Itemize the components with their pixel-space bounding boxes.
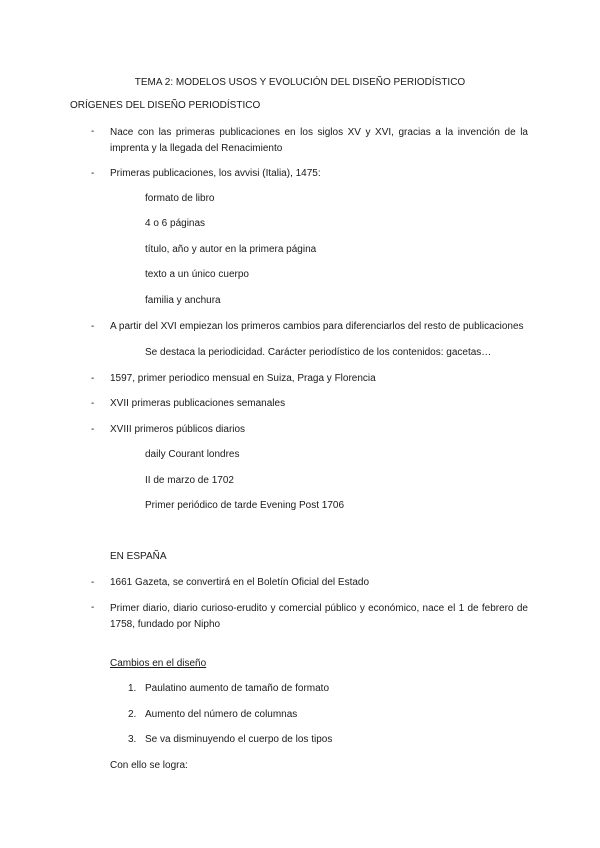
xvi-note: Se destaca la periodicidad. Carácter periodístico de los contenidos: gacetas… bbox=[145, 347, 492, 358]
avvisi-feature: texto a un único cuerpo bbox=[145, 269, 249, 280]
bullet-marker: - bbox=[91, 424, 95, 435]
change-text: Paulatino aumento de tamaño de formato bbox=[145, 683, 330, 694]
diarios-detail: Primer periódico de tarde Evening Post 1706 bbox=[145, 500, 345, 511]
spain-bullet-text: Primer diario, diario curioso-erudito y comercial público y económico, nace el 1 de febrero de 1758, fundado por Nipho bbox=[110, 603, 528, 630]
document-title: TEMA 2: MODELOS USOS Y EVOLUCIÓN DEL DISEÑO PERIODÍSTICO bbox=[134, 77, 466, 88]
bullet-text: XVII primeras publicaciones semanales bbox=[110, 398, 286, 409]
change-number: 3. bbox=[128, 734, 137, 745]
bullet-text: XVIII primeros públicos diarios bbox=[110, 424, 246, 435]
avvisi-feature: título, año y autor en la primera página bbox=[145, 244, 317, 255]
bullet-marker: - bbox=[91, 577, 95, 588]
spain-heading: EN ESPAÑA bbox=[110, 551, 167, 562]
change-number: 1. bbox=[128, 683, 137, 694]
change-text: Se va disminuyendo el cuerpo de los tipos bbox=[145, 734, 333, 745]
bullet-marker: - bbox=[91, 602, 95, 613]
bullet-marker: - bbox=[91, 373, 95, 384]
section-heading: ORÍGENES DEL DISEÑO PERIODÍSTICO bbox=[70, 100, 261, 111]
diarios-detail: daily Courant londres bbox=[145, 449, 240, 460]
bullet-marker: - bbox=[91, 321, 95, 332]
bullet-marker: - bbox=[91, 168, 95, 179]
bullet-marker: - bbox=[91, 126, 95, 137]
bullet-text: Nace con las primeras publicaciones en los siglos XV y XVI, gracias a la invención de la imprenta y la llegada del Renacimiento bbox=[110, 127, 528, 154]
avvisi-feature: familia y anchura bbox=[145, 295, 221, 306]
changes-heading: Cambios en el diseño bbox=[110, 658, 207, 669]
avvisi-feature: 4 o 6 páginas bbox=[145, 218, 206, 229]
bullet-text: 1597, primer periodico mensual en Suiza, Praga y Florencia bbox=[110, 373, 376, 384]
spain-bullet-text: 1661 Gazeta, se convertirá en el Boletín Oficial del Estado bbox=[110, 577, 370, 588]
bullet-text: A partir del XVI empiezan los primeros cambios para diferenciarlos del resto de publicaciones bbox=[110, 321, 524, 332]
change-text: Aumento del número de columnas bbox=[145, 709, 298, 720]
conclusion-text: Con ello se logra: bbox=[110, 760, 188, 771]
bullet-marker: - bbox=[91, 398, 95, 409]
avvisi-feature: formato de libro bbox=[145, 193, 215, 204]
diarios-detail: II de marzo de 1702 bbox=[145, 475, 234, 486]
bullet-text: Primeras publicaciones, los avvisi (Italia), 1475: bbox=[110, 168, 321, 179]
change-number: 2. bbox=[128, 709, 137, 720]
